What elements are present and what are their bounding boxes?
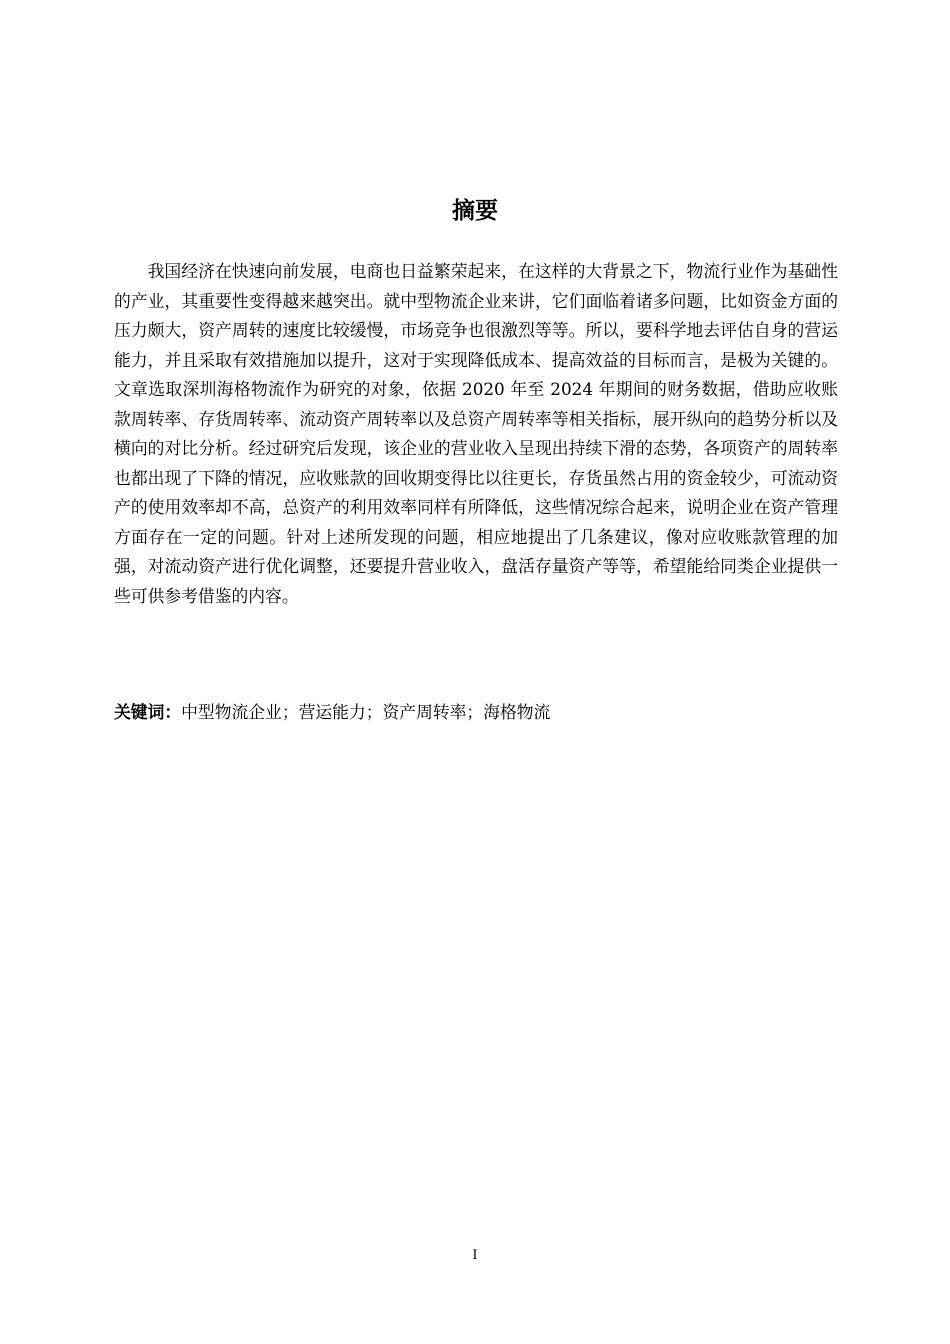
keywords-text: 中型物流企业；营运能力；资产周转率；海格物流 [181,702,551,722]
abstract-title: 摘要 [452,198,498,224]
keywords-label: 关键词： [114,702,182,722]
abstract-body: 我国经济在快速向前发展，电商也日益繁荣起来，在这样的大背景之下，物流行业作为基础性的产业，其重要性变得越来越突出。就中型物流企业来讲，它们面临着诸多问题，比如资金方面的压力颇大，资产周转的速度比较缓慢，市场竞争也很激烈等等。所以，要科学地去评估自身的营运能力，并且采取有效措施加以提升，这对于实现降低成本、提高效益的目标而言，是极为关键的。文章选取深圳海格物流作为研究的对象，依据 2020 年至 2024 年期间的财务数据，借助应收账款周转率、存货周转率、流动资产周转率以及总资产周转率等相关指标，展开纵向的趋势分析以及横向的对比分析。经过研究后发现，该企业的营业收入呈现出持续下滑的态势，各项资产的周转率也都出现了下降的情况，应收账款的回收期变得比以往更长，存货虽然占用的资金较少，可流动资产的使用效率却不高，总资产的利用效率同样有所降低，这些情况综合起来，说明企业在资产管理方面存在一定的问题。针对上述所发现的问题，相应地提出了几条建议，像对应收账款管理的加强，对流动资产进行优化调整，还要提升营业收入，盘活存量资产等等，希望能给同类企业提供一些可供参考借鉴的内容。 [114,261,838,606]
keywords-line [114,697,838,727]
page-number: I [472,1248,478,1263]
